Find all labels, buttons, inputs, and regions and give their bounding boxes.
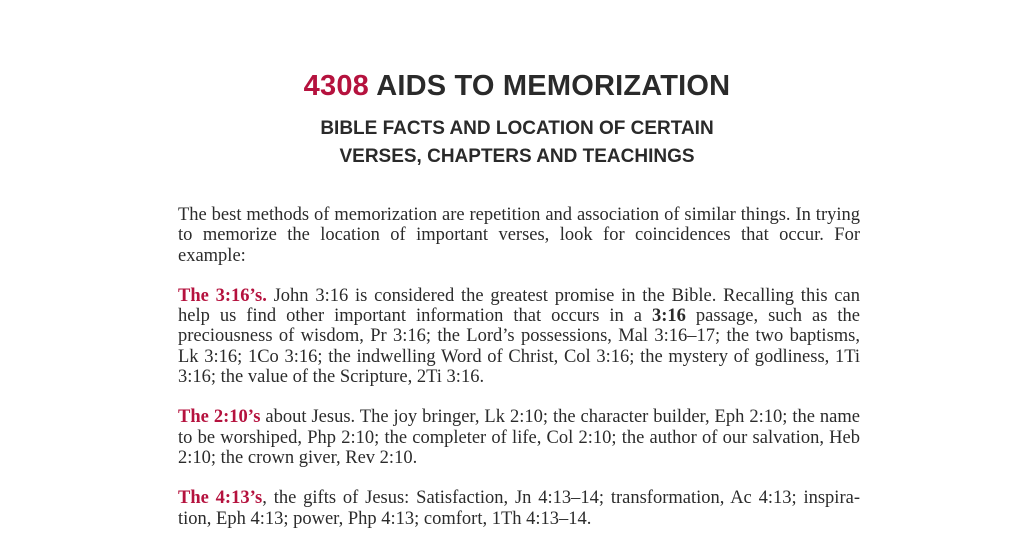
- page-subtitle: [0, 115, 1024, 171]
- subtitle-line-2: VERSES, CHAPTERS AND TEACHINGS: [339, 146, 695, 167]
- body-text: [178, 205, 860, 549]
- paragraph-text: passage, such as the preciousness of wisdom, Pr 3:16; the Lord’s possessions, Mal 3:16–17; the two baptisms, Lk 3:16; 1Co 3:16; the indwelling Word of Christ, Col 3:16; the mystery of godliness, 1Ti 3:16; the value of the Scripture, 2Ti 3:16.: [178, 306, 860, 388]
- paragraph-4-13: [178, 488, 860, 529]
- paragraph-2-10: [178, 407, 860, 468]
- emphasis-reference: 3:16: [652, 306, 686, 327]
- paragraph-3-16: [178, 286, 860, 387]
- section-number: 4308: [303, 70, 369, 102]
- paragraph-lead: The 4:13’s: [178, 488, 263, 509]
- page-title: [0, 66, 1024, 106]
- paragraph-text: John 3:16 is considered the greatest promise in the Bible. Recalling this can help us find other important information that occurs in a: [178, 285, 860, 327]
- paragraph-text: , the gifts of Jesus: Satisfaction, Jn 4:13–14; transformation, Ac 4:13; inspiration, Eph 4:13; power, Php 4:13; comfort, 1Th 4:13–14.: [178, 488, 860, 529]
- paragraph-lead: The 2:10’s: [178, 407, 261, 428]
- subtitle-line-1: BIBLE FACTS AND LOCATION OF CERTAIN: [320, 118, 714, 139]
- title-text: AIDS TO MEMORIZATION: [376, 70, 731, 102]
- intro-paragraph: The best methods of memorization are repetition and association of similar things. In trying to memorize the location of important verses, look for coincidences that occur. For example:: [178, 205, 860, 266]
- paragraph-text: about Jesus. The joy bringer, Lk 2:10; the character builder, Eph 2:10; the name to be worshiped, Php 2:10; the completer of life, Col 2:10; the author of our salvation, Heb 2:10; the crown giver, Rev 2:10.: [178, 407, 860, 468]
- paragraph-lead: The 3:16’s.: [178, 285, 267, 306]
